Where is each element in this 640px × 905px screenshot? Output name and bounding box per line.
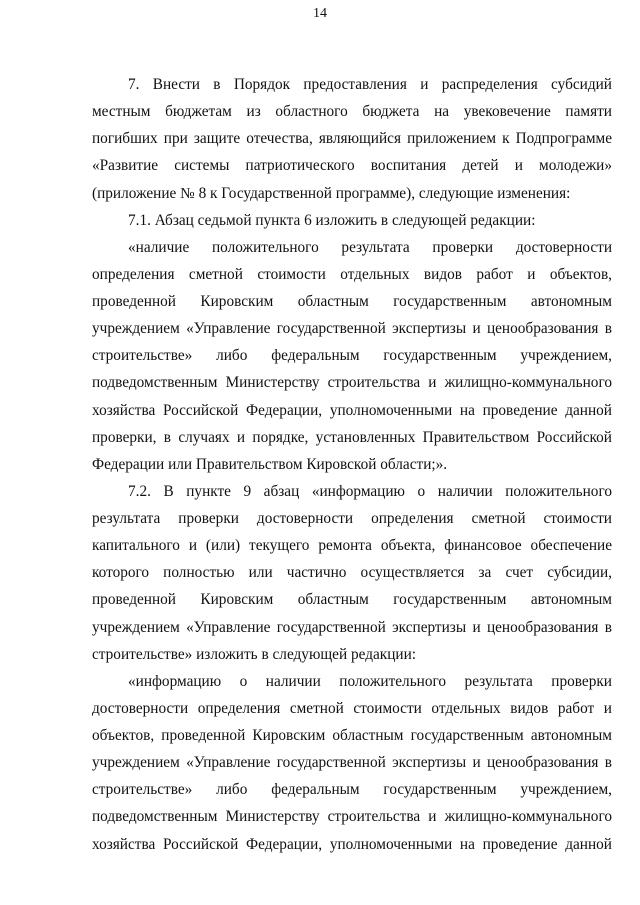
paragraph [92, 478, 612, 668]
document-body [92, 71, 612, 858]
text-line: 7.1. Абзац седьмой пункта 6 изложить в следующей редакции: [128, 211, 536, 229]
text-line: подведомственным Министерству строительства и жилищно-коммунального [92, 374, 612, 392]
text-line: «наличие положительного результата проверки достоверности [128, 238, 612, 256]
text-line: хозяйства Российской Федерации, уполномоченными на проведение данной [92, 835, 612, 853]
paragraph [92, 71, 612, 207]
text-line: погибших при защите отечества, являющийся приложением к Подпрограмме [92, 130, 612, 148]
text-line: хозяйства Российской Федерации, уполномоченными на проведение данной [92, 401, 612, 419]
text-line: подведомственным Министерству строительства и жилищно-коммунального [92, 808, 612, 826]
text-line: определения сметной стоимости отдельных видов работ и объектов, [92, 265, 612, 283]
page-number: 14 [313, 6, 327, 21]
text-line: «информацию о наличии положительного результата проверки [128, 672, 612, 690]
paragraph [92, 668, 612, 858]
paragraph [92, 207, 612, 234]
text-line: 7.2. В пункте 9 абзац «информацию о наличии положительного [128, 482, 612, 500]
text-line: капитального и (или) текущего ремонта объекта, финансовое обеспечение [92, 537, 612, 555]
text-line: достоверности определения сметной стоимости отдельных видов работ и [92, 699, 612, 717]
paragraph [92, 234, 612, 478]
text-line: проведенной Кировским областным государственным автономным [92, 591, 612, 609]
text-line: Федерации или Правительством Кировской области;». [92, 455, 448, 473]
text-line: строительстве» либо федеральным государственным учреждением, [92, 781, 612, 799]
text-line: строительстве» либо федеральным государственным учреждением, [92, 347, 612, 365]
text-line: проведенной Кировским областным государственным автономным [92, 293, 612, 310]
text-line: проверки, в случаях и порядке, установленных Правительством Российской [92, 428, 612, 446]
text-line: «Развитие системы патриотического воспитания детей и молодежи» [92, 157, 612, 175]
text-line: учреждением «Управление государственной экспертизы и ценообразования в [92, 754, 612, 772]
text-line: результата проверки достоверности определения сметной стоимости [92, 510, 612, 527]
text-line: учреждением «Управление государственной экспертизы и ценообразования в [92, 320, 612, 338]
text-line: местным бюджетам из областного бюджета на увековечение памяти [92, 103, 612, 121]
text-line: которого полностью или частично осуществляется за счет субсидии, [92, 564, 612, 582]
text-line: 7. Внести в Порядок предоставления и распределения субсидий [128, 76, 612, 93]
text-line: объектов, проведенной Кировским областным государственным автономным [92, 727, 612, 744]
text-line: строительстве» изложить в следующей редакции: [92, 645, 417, 663]
text-line: (приложение № 8 к Государственной программе), следующие изменения: [92, 184, 571, 202]
text-line: учреждением «Управление государственной экспертизы и ценообразования в [92, 618, 612, 636]
